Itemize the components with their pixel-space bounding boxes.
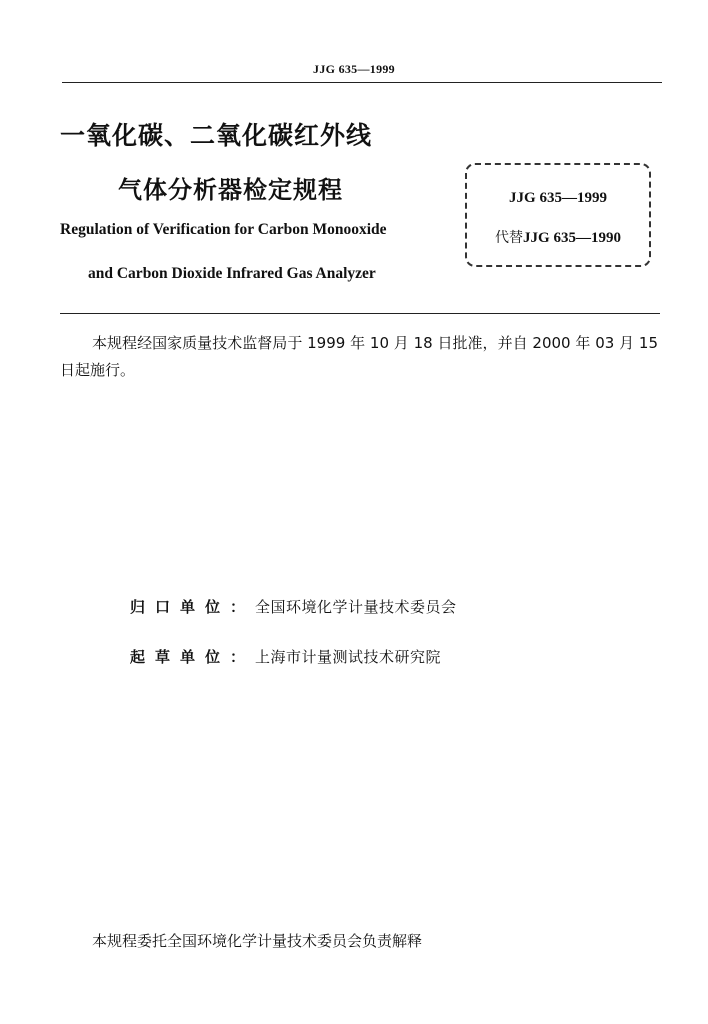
- title-chinese-line-2: 气体分析器检定规程: [118, 176, 343, 204]
- drafting-unit-label: 起草单位：: [130, 648, 256, 666]
- title-chinese-line-1: 一氧化碳、二氧化碳红外线: [60, 121, 373, 150]
- title-english-line-2: and Carbon Dioxide Infrared Gas Analyzer: [88, 265, 376, 282]
- drafting-unit-value: 上海市计量测试技术研究院: [255, 648, 442, 666]
- current-code: JJG 635—1999: [509, 190, 607, 206]
- approval-statement: 本规程经国家质量技术监督局于 1999 年 10 月 18 日批准，并自 2000 年 03 月 15 日起施行。: [60, 334, 658, 379]
- top-divider: [62, 82, 662, 83]
- replaced-code-line: [467, 227, 649, 247]
- replaces-label: 代替: [495, 230, 524, 246]
- replaced-code: JJG 635—1990: [523, 230, 621, 246]
- standard-code-box: [465, 163, 651, 267]
- drafting-unit-row: [130, 646, 441, 667]
- title-english-line-1: Regulation of Verification for Carbon Monooxide: [60, 221, 387, 238]
- interpretation-note: 本规程委托全国环境化学计量技术委员会负责解释: [92, 932, 423, 950]
- responsible-unit-value: 全国环境化学计量技术委员会: [255, 598, 457, 616]
- header-standard-code: JJG 635—1999: [313, 62, 395, 76]
- responsible-unit-row: [130, 596, 457, 617]
- responsible-unit-label: 归口单位：: [130, 598, 256, 616]
- middle-divider: [60, 313, 660, 314]
